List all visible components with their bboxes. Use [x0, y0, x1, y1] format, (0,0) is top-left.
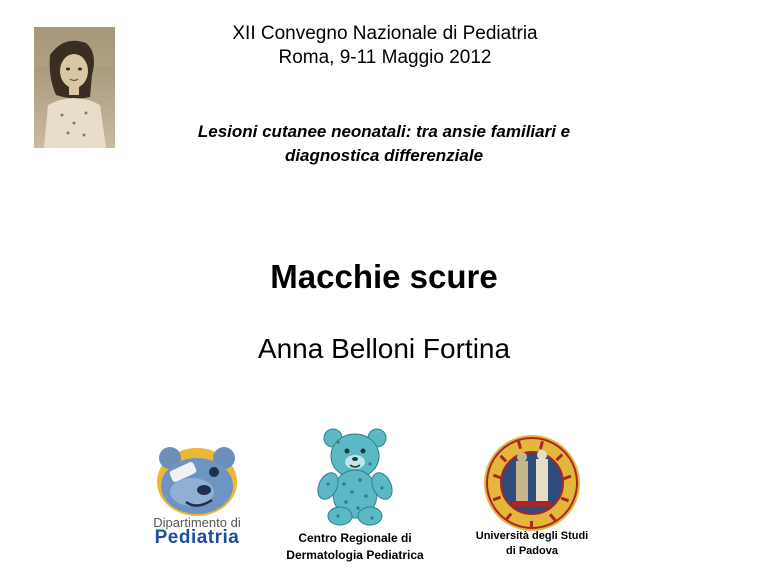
pediatria-dept-label: Dipartimento di [153, 515, 241, 530]
pediatria-logo-text [141, 515, 253, 548]
subtitle-line-2: diagnostica differenziale [284, 146, 484, 165]
author-name: Anna Belloni Fortina [257, 333, 511, 364]
dermatologia-logo-text [270, 530, 440, 564]
dermatologia-line-1: Centro Regionale di [298, 531, 412, 545]
pediatria-name-label: Pediatria [154, 527, 240, 548]
conference-header [150, 22, 620, 70]
subtitle-line-1: Lesioni cutanee neonatali: tra ansie familiari e [197, 122, 571, 141]
universita-line-2: di Padova [506, 545, 558, 557]
slide-title: Macchie scure [270, 258, 498, 295]
dermatologia-line-2: Dermatologia Pediatrica [286, 548, 424, 562]
conference-date: Roma, 9-11 Maggio 2012 [278, 47, 492, 68]
vintage-photo [34, 27, 115, 148]
universita-logo-text [465, 529, 599, 559]
universita-padova-seal [482, 433, 582, 533]
dermatologia-bear-logo [316, 426, 394, 526]
universita-line-1: Università degli Studi [475, 530, 589, 542]
conference-name: XII Convegno Nazionale di Pediatria [232, 23, 538, 44]
session-subtitle [120, 120, 648, 168]
